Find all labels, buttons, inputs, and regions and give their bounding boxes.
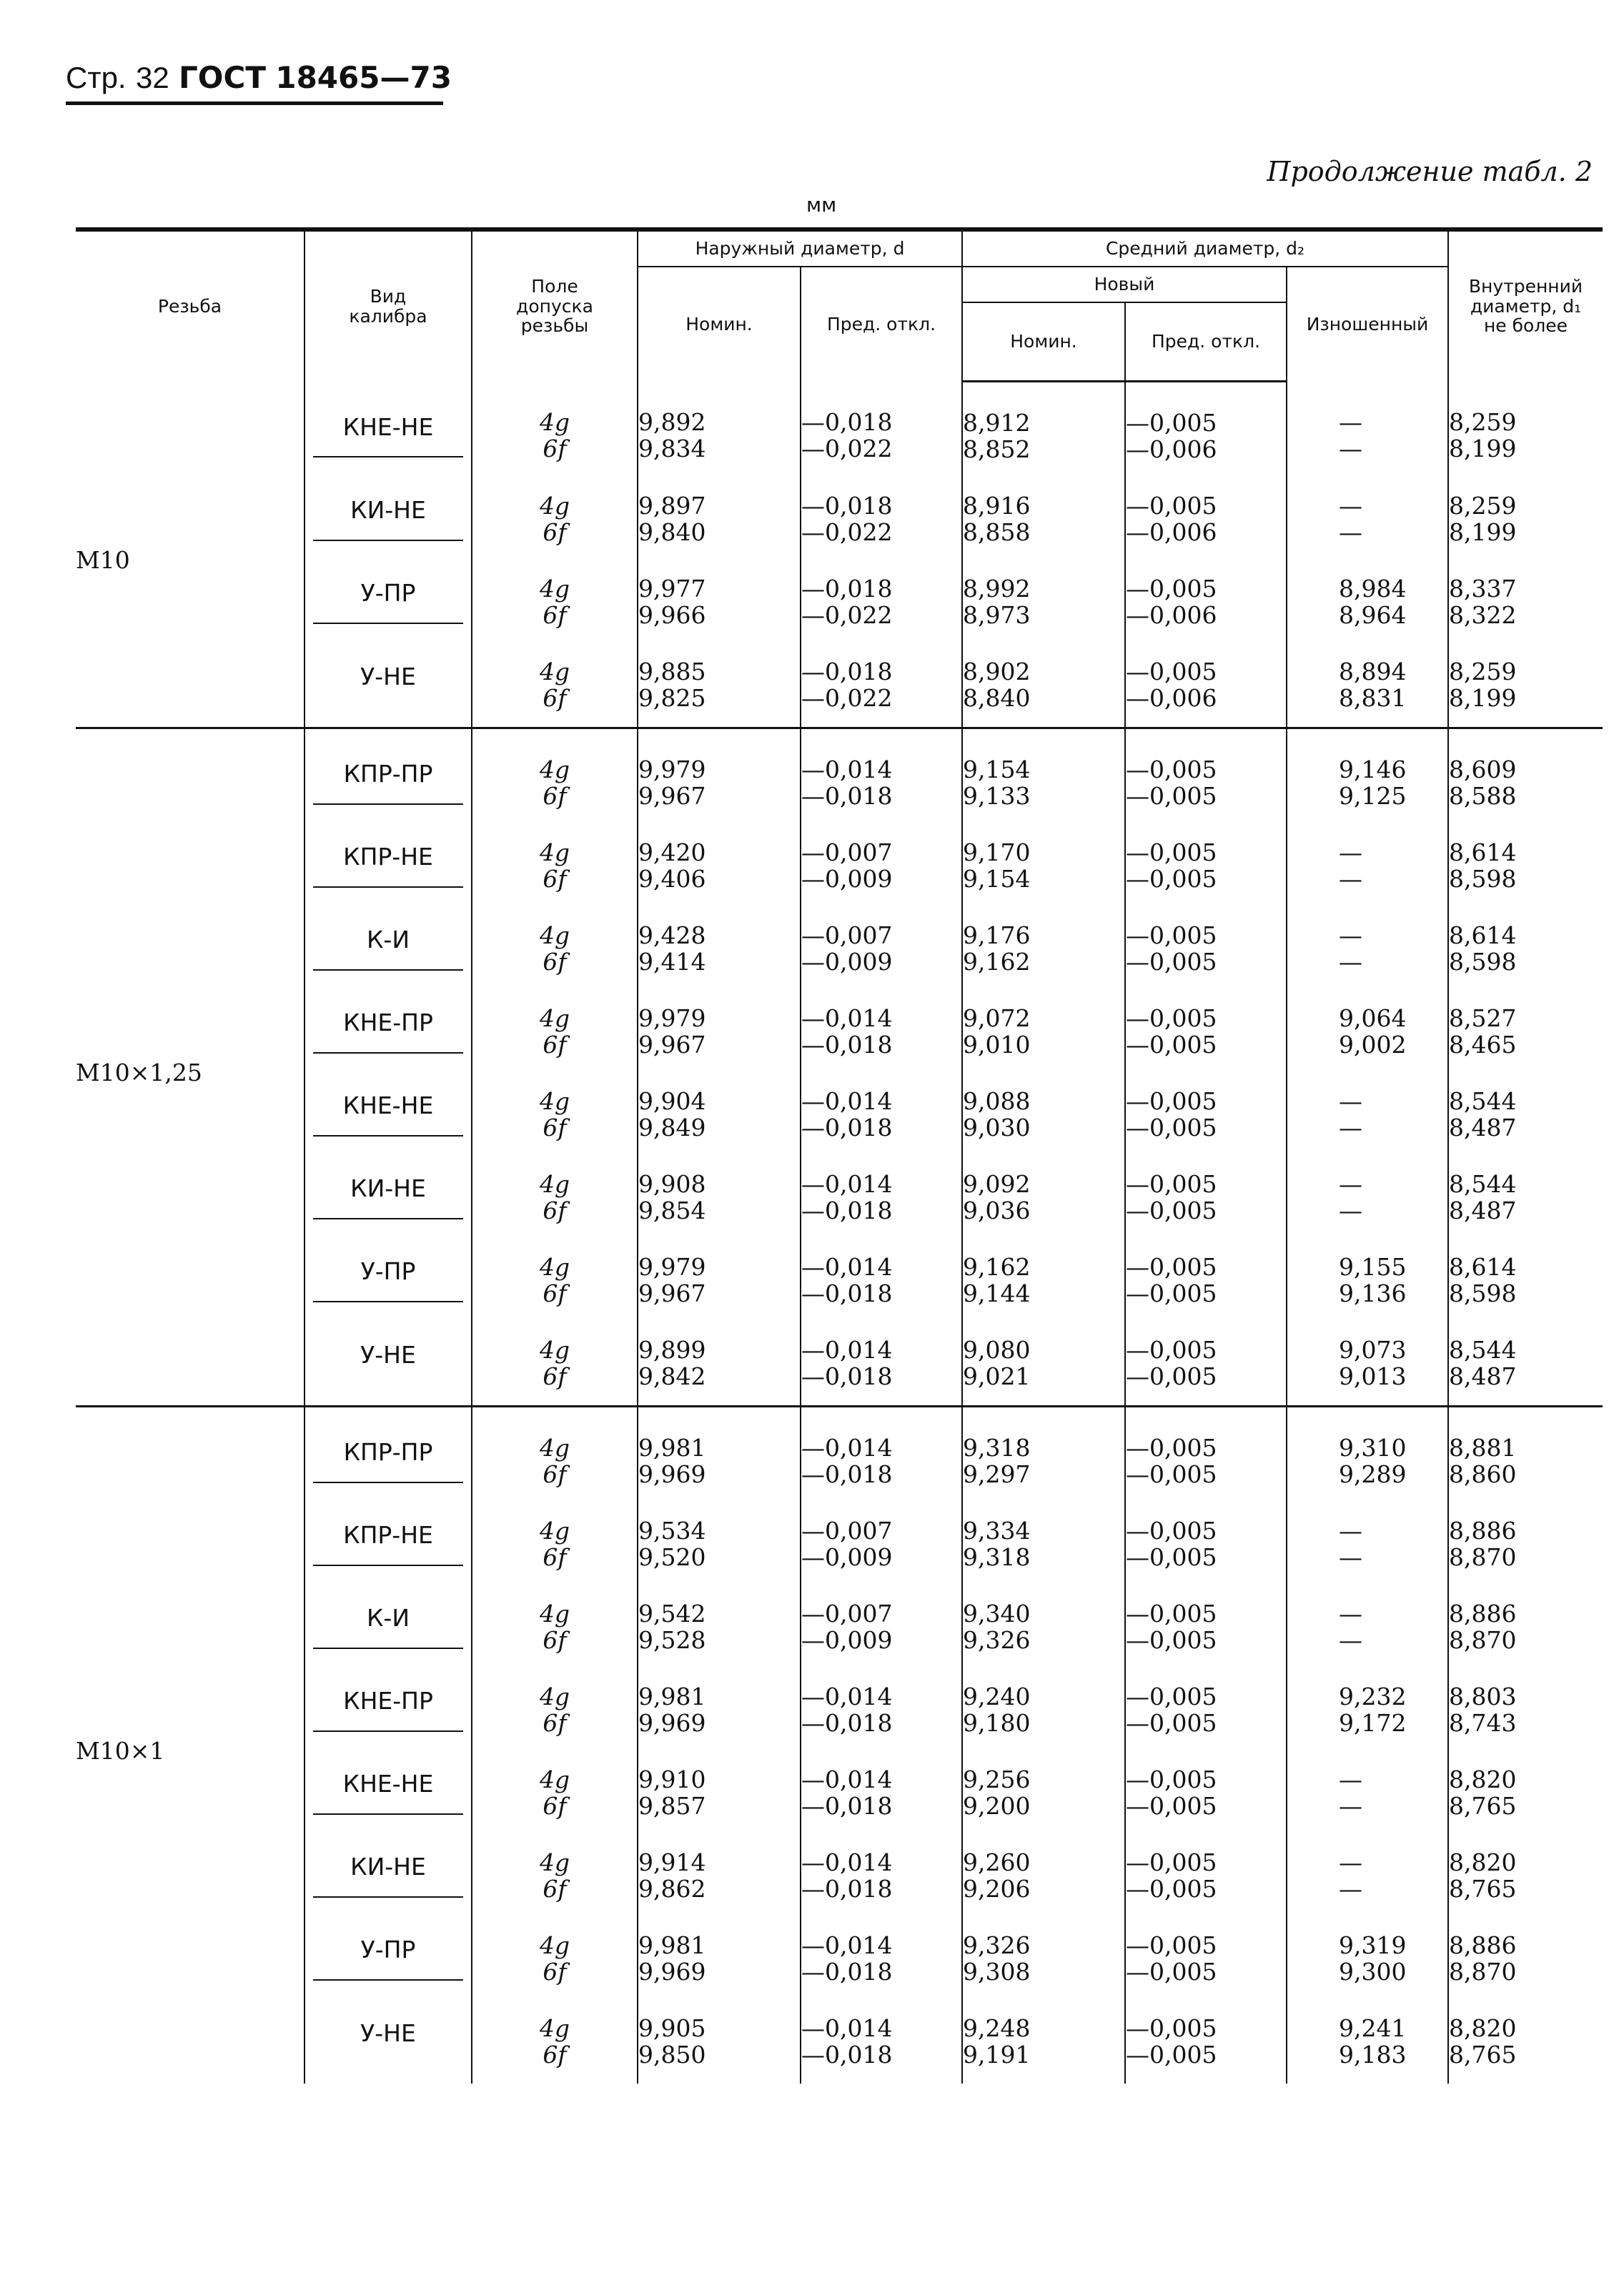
- worn-diameter-cell: 9,319 9,300: [1287, 1918, 1448, 2001]
- outer-diameter-deviation-cell: —0,018 —0,022: [801, 561, 962, 644]
- mean-diameter-nominal-cell: 9,162 9,144: [962, 1239, 1125, 1322]
- worn-diameter-cell: — —: [1287, 1157, 1448, 1239]
- mean-diameter-deviation-cell: —0,005 —0,005: [1125, 1752, 1287, 1835]
- outer-diameter-nominal-cell: 9,534 9,520: [638, 1503, 801, 1586]
- worn-diameter-cell: — —: [1287, 825, 1448, 908]
- inner-diameter-cell: 8,803 8,743: [1448, 1669, 1603, 1752]
- tolerance-field-cell: 4g 6f: [472, 478, 638, 561]
- mean-diameter-nominal-cell: 9,240 9,180: [962, 1669, 1125, 1752]
- header-mean-nominal: Номин.: [962, 302, 1125, 381]
- gauge-type-cell: КИ-НЕ: [304, 1835, 472, 1918]
- mean-diameter-deviation-cell: —0,005 —0,006: [1125, 644, 1287, 728]
- mean-diameter-deviation-cell: —0,005 —0,005: [1125, 1586, 1287, 1669]
- page-header: [66, 60, 452, 95]
- inner-diameter-cell: 8,259 8,199: [1448, 478, 1603, 561]
- worn-diameter-cell: — —: [1287, 908, 1448, 991]
- outer-diameter-nominal-cell: 9,420 9,406: [638, 825, 801, 908]
- worn-diameter-cell: 9,073 9,013: [1287, 1322, 1448, 1407]
- outer-diameter-nominal-cell: 9,979 9,967: [638, 1239, 801, 1322]
- outer-diameter-deviation-cell: —0,018 —0,022: [801, 478, 962, 561]
- mean-diameter-nominal-cell: 9,072 9,010: [962, 991, 1125, 1074]
- mean-diameter-deviation-cell: —0,005 —0,006: [1125, 561, 1287, 644]
- tolerance-field-cell: 4g 6f: [472, 561, 638, 644]
- tolerance-field-cell: 4g 6f: [472, 1586, 638, 1669]
- table-row: [76, 2001, 1603, 2084]
- header-gauge-type: Вид калибра: [304, 229, 472, 381]
- worn-diameter-cell: 9,310 9,289: [1287, 1406, 1448, 1503]
- gauge-type-cell: КНЕ-НЕ: [304, 1752, 472, 1835]
- tolerance-field-cell: 4g 6f: [472, 728, 638, 825]
- mean-diameter-deviation-cell: —0,005 —0,005: [1125, 1239, 1287, 1322]
- worn-diameter-cell: 8,984 8,964: [1287, 561, 1448, 644]
- tolerance-field-cell: 4g 6f: [472, 1157, 638, 1239]
- inner-diameter-cell: 8,820 8,765: [1448, 1752, 1603, 1835]
- gauge-dimensions-table: [76, 227, 1603, 2084]
- inner-diameter-cell: 8,527 8,465: [1448, 991, 1603, 1074]
- gauge-type-cell: У-ПР: [304, 561, 472, 644]
- outer-diameter-nominal-cell: 9,981 9,969: [638, 1406, 801, 1503]
- table-row: [76, 644, 1603, 728]
- worn-diameter-cell: — —: [1287, 1503, 1448, 1586]
- header-mean-deviation: Пред. откл.: [1125, 302, 1287, 381]
- tolerance-field-cell: 4g 6f: [472, 1322, 638, 1407]
- mean-diameter-nominal-cell: 8,992 8,973: [962, 561, 1125, 644]
- inner-diameter-cell: 8,614 8,598: [1448, 825, 1603, 908]
- table-row: [76, 908, 1603, 991]
- mean-diameter-nominal-cell: 8,916 8,858: [962, 478, 1125, 561]
- table-row: [76, 1918, 1603, 2001]
- table-row: [76, 991, 1603, 1074]
- mean-diameter-nominal-cell: 9,088 9,030: [962, 1074, 1125, 1157]
- outer-diameter-deviation-cell: —0,014 —0,018: [801, 1406, 962, 1503]
- mean-diameter-nominal-cell: 8,912 8,852: [962, 381, 1125, 478]
- mean-diameter-deviation-cell: —0,005 —0,005: [1125, 1918, 1287, 2001]
- outer-diameter-nominal-cell: 9,981 9,969: [638, 1918, 801, 2001]
- mean-diameter-nominal-cell: 9,154 9,133: [962, 728, 1125, 825]
- worn-diameter-cell: — —: [1287, 1835, 1448, 1918]
- page-number: 32: [135, 61, 169, 94]
- header-outer-nominal: Номин.: [638, 267, 801, 381]
- table-row: [76, 561, 1603, 644]
- standard-label: ГОСТ: [179, 60, 266, 95]
- page-prefix: Стр.: [66, 61, 127, 94]
- outer-diameter-nominal-cell: 9,910 9,857: [638, 1752, 801, 1835]
- outer-diameter-deviation-cell: —0,014 —0,018: [801, 1669, 962, 1752]
- header-tolerance-field: Поле допуска резьбы: [472, 229, 638, 381]
- standard-number: 18465—73: [275, 60, 452, 95]
- mean-diameter-deviation-cell: —0,005 —0,006: [1125, 478, 1287, 561]
- mean-diameter-deviation-cell: —0,005 —0,005: [1125, 1835, 1287, 1918]
- gauge-type-cell: У-НЕ: [304, 644, 472, 728]
- inner-diameter-cell: 8,886 8,870: [1448, 1918, 1603, 2001]
- table-row: [76, 1406, 1603, 1503]
- inner-diameter-cell: 8,259 8,199: [1448, 644, 1603, 728]
- mean-diameter-nominal-cell: 9,334 9,318: [962, 1503, 1125, 1586]
- mean-diameter-nominal-cell: 9,176 9,162: [962, 908, 1125, 991]
- tolerance-field-cell: 4g 6f: [472, 1503, 638, 1586]
- gauge-type-cell: КИ-НЕ: [304, 1157, 472, 1239]
- table-row: [76, 1835, 1603, 1918]
- outer-diameter-deviation-cell: —0,014 —0,018: [801, 2001, 962, 2084]
- inner-diameter-cell: 8,886 8,870: [1448, 1503, 1603, 1586]
- header-outer-deviation: Пред. откл.: [801, 267, 962, 381]
- outer-diameter-deviation-cell: —0,014 —0,018: [801, 1322, 962, 1407]
- header-thread: Резьба: [76, 229, 304, 381]
- mean-diameter-nominal-cell: 9,248 9,191: [962, 2001, 1125, 2084]
- outer-diameter-nominal-cell: 9,428 9,414: [638, 908, 801, 991]
- mean-diameter-deviation-cell: —0,005 —0,005: [1125, 908, 1287, 991]
- outer-diameter-deviation-cell: —0,007 —0,009: [801, 908, 962, 991]
- gauge-type-cell: У-НЕ: [304, 1322, 472, 1407]
- thread-designation: M10: [76, 545, 130, 574]
- outer-diameter-nominal-cell: 9,904 9,849: [638, 1074, 801, 1157]
- tolerance-field-cell: 4g 6f: [472, 1074, 638, 1157]
- mean-diameter-nominal-cell: 9,318 9,297: [962, 1406, 1125, 1503]
- mean-diameter-deviation-cell: —0,005 —0,005: [1125, 825, 1287, 908]
- inner-diameter-cell: 8,544 8,487: [1448, 1157, 1603, 1239]
- tolerance-field-cell: 4g 6f: [472, 1239, 638, 1322]
- inner-diameter-cell: 8,820 8,765: [1448, 1835, 1603, 1918]
- mean-diameter-deviation-cell: —0,005 —0,005: [1125, 1074, 1287, 1157]
- outer-diameter-nominal-cell: 9,981 9,969: [638, 1669, 801, 1752]
- inner-diameter-cell: 8,609 8,588: [1448, 728, 1603, 825]
- outer-diameter-nominal-cell: 9,979 9,967: [638, 991, 801, 1074]
- table-row: [76, 1157, 1603, 1239]
- gauge-type-cell: КПР-ПР: [304, 1406, 472, 1503]
- mean-diameter-deviation-cell: —0,005 —0,005: [1125, 1503, 1287, 1586]
- gauge-type-cell: КПР-НЕ: [304, 1503, 472, 1586]
- worn-diameter-cell: 9,241 9,183: [1287, 2001, 1448, 2084]
- gauge-type-cell: У-ПР: [304, 1239, 472, 1322]
- gauge-type-cell: КПР-ПР: [304, 728, 472, 825]
- tolerance-field-cell: 4g 6f: [472, 991, 638, 1074]
- tolerance-field-cell: 4g 6f: [472, 1406, 638, 1503]
- outer-diameter-deviation-cell: —0,014 —0,018: [801, 1074, 962, 1157]
- outer-diameter-deviation-cell: —0,014 —0,018: [801, 1835, 962, 1918]
- outer-diameter-nominal-cell: 9,979 9,967: [638, 728, 801, 825]
- thread-designation: M10×1,25: [76, 728, 304, 1406]
- tolerance-field-cell: 4g 6f: [472, 1918, 638, 2001]
- mean-diameter-nominal-cell: 9,080 9,021: [962, 1322, 1125, 1407]
- table-row: [76, 478, 1603, 561]
- worn-diameter-cell: 9,146 9,125: [1287, 728, 1448, 825]
- outer-diameter-deviation-cell: —0,007 —0,009: [801, 1503, 962, 1586]
- outer-diameter-nominal-cell: 9,542 9,528: [638, 1586, 801, 1669]
- header-worn: Изношенный: [1287, 267, 1448, 381]
- inner-diameter-cell: 8,544 8,487: [1448, 1074, 1603, 1157]
- tolerance-field-cell: 4g 6f: [472, 644, 638, 728]
- gauge-type-cell: У-НЕ: [304, 2001, 472, 2084]
- inner-diameter-cell: 8,337 8,322: [1448, 561, 1603, 644]
- worn-diameter-cell: 8,894 8,831: [1287, 644, 1448, 728]
- tolerance-field-cell: 4g 6f: [472, 908, 638, 991]
- table-row: [76, 1239, 1603, 1322]
- inner-diameter-cell: 8,614 8,598: [1448, 908, 1603, 991]
- tolerance-field-cell: 4g 6f: [472, 381, 638, 478]
- inner-diameter-cell: 8,881 8,860: [1448, 1406, 1603, 1503]
- mean-diameter-nominal-cell: 9,170 9,154: [962, 825, 1125, 908]
- inner-diameter-cell: 8,544 8,487: [1448, 1322, 1603, 1407]
- header-new: Новый: [962, 267, 1287, 302]
- mean-diameter-deviation-cell: —0,005 —0,005: [1125, 1157, 1287, 1239]
- mean-diameter-nominal-cell: 9,326 9,308: [962, 1918, 1125, 2001]
- tolerance-field-cell: 4g 6f: [472, 825, 638, 908]
- table-row: [76, 1669, 1603, 1752]
- gauge-type-cell: КНЕ-ПР: [304, 1669, 472, 1752]
- mean-diameter-nominal-cell: 9,092 9,036: [962, 1157, 1125, 1239]
- outer-diameter-nominal-cell: 9,914 9,862: [638, 1835, 801, 1918]
- thread-designation: M10×1: [76, 1406, 304, 2084]
- worn-diameter-cell: 9,155 9,136: [1287, 1239, 1448, 1322]
- table-row: [76, 825, 1603, 908]
- header-mean-diameter: Средний диаметр, d₂: [962, 229, 1448, 267]
- gauge-type-cell: КНЕ-ПР: [304, 991, 472, 1074]
- outer-diameter-deviation-cell: —0,014 —0,018: [801, 1157, 962, 1239]
- outer-diameter-deviation-cell: —0,007 —0,009: [801, 1586, 962, 1669]
- outer-diameter-deviation-cell: —0,018 —0,022: [801, 381, 962, 478]
- outer-diameter-deviation-cell: —0,014 —0,018: [801, 1239, 962, 1322]
- mean-diameter-deviation-cell: —0,005 —0,005: [1125, 1669, 1287, 1752]
- worn-diameter-cell: — —: [1287, 1074, 1448, 1157]
- outer-diameter-nominal-cell: 9,897 9,840: [638, 478, 801, 561]
- mean-diameter-deviation-cell: —0,005 —0,005: [1125, 728, 1287, 825]
- table-body: [76, 381, 1603, 2084]
- table-row: [76, 1322, 1603, 1407]
- gauge-type-cell: КПР-НЕ: [304, 825, 472, 908]
- outer-diameter-nominal-cell: 9,899 9,842: [638, 1322, 801, 1407]
- units-label: мм: [806, 193, 837, 217]
- tolerance-field-cell: 4g 6f: [472, 2001, 638, 2084]
- mean-diameter-deviation-cell: —0,005 —0,005: [1125, 1406, 1287, 1503]
- outer-diameter-nominal-cell: 9,885 9,825: [638, 644, 801, 728]
- gauge-type-cell: КНЕ-НЕ: [304, 381, 472, 478]
- table-row: [76, 1586, 1603, 1669]
- gauge-type-cell: У-ПР: [304, 1918, 472, 2001]
- inner-diameter-cell: 8,614 8,598: [1448, 1239, 1603, 1322]
- mean-diameter-nominal-cell: 9,256 9,200: [962, 1752, 1125, 1835]
- worn-diameter-cell: — —: [1287, 381, 1448, 478]
- header-rule: [66, 101, 443, 105]
- outer-diameter-nominal-cell: 9,892 9,834: [638, 381, 801, 478]
- gauge-type-cell: К-И: [304, 1586, 472, 1669]
- outer-diameter-deviation-cell: —0,014 —0,018: [801, 991, 962, 1074]
- table-row: [76, 1752, 1603, 1835]
- inner-diameter-cell: 8,886 8,870: [1448, 1586, 1603, 1669]
- outer-diameter-nominal-cell: 9,905 9,850: [638, 2001, 801, 2084]
- mean-diameter-nominal-cell: 8,902 8,840: [962, 644, 1125, 728]
- worn-diameter-cell: — —: [1287, 1752, 1448, 1835]
- table-row: [76, 381, 1603, 478]
- mean-diameter-deviation-cell: —0,005 —0,005: [1125, 991, 1287, 1074]
- worn-diameter-cell: 9,064 9,002: [1287, 991, 1448, 1074]
- gauge-type-cell: КИ-НЕ: [304, 478, 472, 561]
- gauge-type-cell: КНЕ-НЕ: [304, 1074, 472, 1157]
- worn-diameter-cell: — —: [1287, 478, 1448, 561]
- table-continuation-label: Продолжение табл. 2: [1267, 156, 1593, 187]
- mean-diameter-nominal-cell: 9,260 9,206: [962, 1835, 1125, 1918]
- table-row: [76, 728, 1603, 825]
- mean-diameter-nominal-cell: 9,340 9,326: [962, 1586, 1125, 1669]
- outer-diameter-deviation-cell: —0,014 —0,018: [801, 728, 962, 825]
- outer-diameter-deviation-cell: —0,014 —0,018: [801, 1752, 962, 1835]
- mean-diameter-deviation-cell: —0,005 —0,006: [1125, 381, 1287, 478]
- table-row: [76, 1074, 1603, 1157]
- tolerance-field-cell: 4g 6f: [472, 1752, 638, 1835]
- outer-diameter-deviation-cell: —0,018 —0,022: [801, 644, 962, 728]
- outer-diameter-deviation-cell: —0,007 —0,009: [801, 825, 962, 908]
- outer-diameter-nominal-cell: 9,977 9,966: [638, 561, 801, 644]
- inner-diameter-cell: 8,259 8,199: [1448, 381, 1603, 478]
- mean-diameter-deviation-cell: —0,005 —0,005: [1125, 2001, 1287, 2084]
- mean-diameter-deviation-cell: —0,005 —0,005: [1125, 1322, 1287, 1407]
- header-outer-diameter: Наружный диаметр, d: [638, 229, 962, 267]
- tolerance-field-cell: 4g 6f: [472, 1669, 638, 1752]
- inner-diameter-cell: 8,820 8,765: [1448, 2001, 1603, 2084]
- table-row: [76, 1503, 1603, 1586]
- tolerance-field-cell: 4g 6f: [472, 1835, 638, 1918]
- worn-diameter-cell: — —: [1287, 1586, 1448, 1669]
- header-inner-diameter: Внутренний диаметр, d₁ не более: [1448, 229, 1603, 381]
- gauge-type-cell: К-И: [304, 908, 472, 991]
- outer-diameter-nominal-cell: 9,908 9,854: [638, 1157, 801, 1239]
- worn-diameter-cell: 9,232 9,172: [1287, 1669, 1448, 1752]
- outer-diameter-deviation-cell: —0,014 —0,018: [801, 1918, 962, 2001]
